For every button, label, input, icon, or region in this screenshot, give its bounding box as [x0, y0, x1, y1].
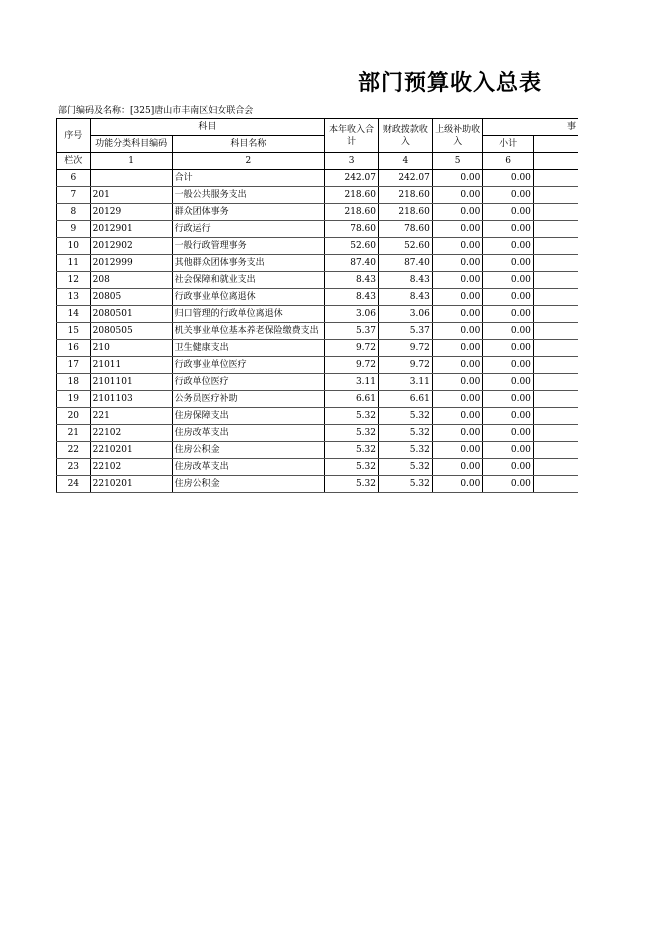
row-blank [533, 357, 578, 374]
row-superior: 0.00 [432, 204, 483, 221]
index-5: 5 [432, 153, 483, 170]
row-fiscal: 9.72 [378, 357, 432, 374]
row-blank [533, 340, 578, 357]
row-name: 机关事业单位基本养老保险缴费支出 [172, 323, 325, 340]
row-name: 合计 [172, 170, 325, 187]
row-subtotal: 0.00 [483, 340, 534, 357]
department-line: 部门编码及名称：[325]唐山市丰南区妇女联合会 [58, 106, 254, 116]
row-subtotal: 0.00 [483, 170, 534, 187]
row-blank [533, 289, 578, 306]
row-seq: 7 [57, 187, 91, 204]
row-superior: 0.00 [432, 170, 483, 187]
row-subtotal: 0.00 [483, 357, 534, 374]
table-row [57, 340, 579, 357]
row-name: 住房公积金 [172, 476, 325, 493]
income-table-viewport [56, 118, 578, 493]
row-fiscal: 5.32 [378, 425, 432, 442]
table-row [57, 374, 579, 391]
header-fiscal: 财政拨款收入 [378, 119, 432, 153]
table-row [57, 323, 579, 340]
table-row [57, 255, 579, 272]
row-total: 5.32 [325, 425, 379, 442]
row-code: 22102 [90, 425, 172, 442]
row-seq: 12 [57, 272, 91, 289]
row-total: 3.06 [325, 306, 379, 323]
row-fiscal: 78.60 [378, 221, 432, 238]
row-code: 20129 [90, 204, 172, 221]
row-code: 2012902 [90, 238, 172, 255]
row-code: 210 [90, 340, 172, 357]
row-total: 218.60 [325, 187, 379, 204]
index-blank [533, 153, 578, 170]
index-1: 1 [90, 153, 172, 170]
row-seq: 24 [57, 476, 91, 493]
row-name: 一般行政管理事务 [172, 238, 325, 255]
row-code: 21011 [90, 357, 172, 374]
row-total: 87.40 [325, 255, 379, 272]
index-6: 6 [483, 153, 534, 170]
row-total: 8.43 [325, 272, 379, 289]
row-total: 52.60 [325, 238, 379, 255]
row-code: 22102 [90, 459, 172, 476]
row-seq: 21 [57, 425, 91, 442]
row-subtotal: 0.00 [483, 204, 534, 221]
row-blank [533, 238, 578, 255]
row-name: 住房保障支出 [172, 408, 325, 425]
row-subtotal: 0.00 [483, 306, 534, 323]
row-superior: 0.00 [432, 221, 483, 238]
row-superior: 0.00 [432, 476, 483, 493]
row-name: 住房改革支出 [172, 425, 325, 442]
header-superior: 上级补助收入 [432, 119, 483, 153]
header-name: 科目名称 [172, 136, 325, 153]
row-subtotal: 0.00 [483, 374, 534, 391]
row-code: 2101101 [90, 374, 172, 391]
row-subtotal: 0.00 [483, 238, 534, 255]
row-blank [533, 408, 578, 425]
row-seq: 23 [57, 459, 91, 476]
row-seq: 17 [57, 357, 91, 374]
row-blank [533, 391, 578, 408]
index-label: 栏次 [57, 153, 91, 170]
row-code: 20805 [90, 289, 172, 306]
header-total: 本年收入合计 [325, 119, 379, 153]
row-blank [533, 425, 578, 442]
row-subtotal: 0.00 [483, 323, 534, 340]
row-seq: 11 [57, 255, 91, 272]
table-row [57, 238, 579, 255]
row-seq: 9 [57, 221, 91, 238]
index-2: 2 [172, 153, 325, 170]
row-blank [533, 374, 578, 391]
row-code [90, 170, 172, 187]
row-subtotal: 0.00 [483, 221, 534, 238]
row-subtotal: 0.00 [483, 255, 534, 272]
row-superior: 0.00 [432, 374, 483, 391]
table-row [57, 425, 579, 442]
row-name: 公务员医疗补助 [172, 391, 325, 408]
row-code: 221 [90, 408, 172, 425]
row-superior: 0.00 [432, 425, 483, 442]
row-superior: 0.00 [432, 187, 483, 204]
row-subtotal: 0.00 [483, 425, 534, 442]
row-fiscal: 3.06 [378, 306, 432, 323]
header-cut-group: 事 [483, 119, 578, 136]
table-row [57, 442, 579, 459]
row-seq: 19 [57, 391, 91, 408]
row-seq: 14 [57, 306, 91, 323]
table-row [57, 357, 579, 374]
row-fiscal: 5.32 [378, 408, 432, 425]
row-total: 3.11 [325, 374, 379, 391]
row-superior: 0.00 [432, 272, 483, 289]
row-fiscal: 87.40 [378, 255, 432, 272]
header-subtotal: 小计 [483, 136, 534, 153]
row-fiscal: 5.32 [378, 459, 432, 476]
row-seq: 10 [57, 238, 91, 255]
row-blank [533, 442, 578, 459]
row-superior: 0.00 [432, 357, 483, 374]
row-superior: 0.00 [432, 408, 483, 425]
row-blank [533, 476, 578, 493]
row-name: 行政事业单位医疗 [172, 357, 325, 374]
row-seq: 18 [57, 374, 91, 391]
row-superior: 0.00 [432, 391, 483, 408]
row-subtotal: 0.00 [483, 391, 534, 408]
row-fiscal: 8.43 [378, 272, 432, 289]
row-blank [533, 170, 578, 187]
table-row [57, 221, 579, 238]
row-blank [533, 459, 578, 476]
header-seq: 序号 [57, 119, 91, 153]
row-seq: 8 [57, 204, 91, 221]
row-name: 一般公共服务支出 [172, 187, 325, 204]
row-total: 5.32 [325, 459, 379, 476]
row-total: 5.32 [325, 476, 379, 493]
table-row [57, 391, 579, 408]
table-row [57, 476, 579, 493]
row-seq: 13 [57, 289, 91, 306]
row-name: 住房改革支出 [172, 459, 325, 476]
row-total: 9.72 [325, 357, 379, 374]
row-subtotal: 0.00 [483, 289, 534, 306]
row-name: 社会保障和就业支出 [172, 272, 325, 289]
row-fiscal: 3.11 [378, 374, 432, 391]
row-code: 2080505 [90, 323, 172, 340]
row-subtotal: 0.00 [483, 187, 534, 204]
row-name: 群众团体事务 [172, 204, 325, 221]
row-name: 归口管理的行政单位离退休 [172, 306, 325, 323]
row-code: 2101103 [90, 391, 172, 408]
row-total: 78.60 [325, 221, 379, 238]
table-row [57, 170, 579, 187]
row-superior: 0.00 [432, 323, 483, 340]
row-fiscal: 242.07 [378, 170, 432, 187]
row-total: 8.43 [325, 289, 379, 306]
row-total: 242.07 [325, 170, 379, 187]
row-fiscal: 218.60 [378, 204, 432, 221]
row-seq: 20 [57, 408, 91, 425]
row-total: 5.37 [325, 323, 379, 340]
row-fiscal: 6.61 [378, 391, 432, 408]
row-superior: 0.00 [432, 289, 483, 306]
row-name: 其他群众团体事务支出 [172, 255, 325, 272]
row-seq: 15 [57, 323, 91, 340]
row-code: 2210201 [90, 476, 172, 493]
header-blank [533, 136, 578, 153]
income-table [56, 118, 578, 493]
row-blank [533, 272, 578, 289]
table-row [57, 187, 579, 204]
row-seq: 6 [57, 170, 91, 187]
row-subtotal: 0.00 [483, 272, 534, 289]
row-code: 2012901 [90, 221, 172, 238]
table-row [57, 204, 579, 221]
row-fiscal: 5.32 [378, 476, 432, 493]
row-name: 行政事业单位离退休 [172, 289, 325, 306]
row-superior: 0.00 [432, 306, 483, 323]
table-header [57, 119, 579, 170]
row-name: 卫生健康支出 [172, 340, 325, 357]
row-total: 5.32 [325, 442, 379, 459]
row-total: 218.60 [325, 204, 379, 221]
row-superior: 0.00 [432, 442, 483, 459]
row-blank [533, 204, 578, 221]
row-code: 2210201 [90, 442, 172, 459]
row-total: 6.61 [325, 391, 379, 408]
row-superior: 0.00 [432, 238, 483, 255]
row-subtotal: 0.00 [483, 459, 534, 476]
row-subtotal: 0.00 [483, 476, 534, 493]
row-fiscal: 9.72 [378, 340, 432, 357]
row-subtotal: 0.00 [483, 442, 534, 459]
row-code: 208 [90, 272, 172, 289]
row-fiscal: 5.32 [378, 442, 432, 459]
table-row [57, 289, 579, 306]
row-subtotal: 0.00 [483, 408, 534, 425]
row-code: 2080501 [90, 306, 172, 323]
row-fiscal: 52.60 [378, 238, 432, 255]
row-name: 行政单位医疗 [172, 374, 325, 391]
row-seq: 22 [57, 442, 91, 459]
row-blank [533, 187, 578, 204]
table-row [57, 408, 579, 425]
table-row [57, 459, 579, 476]
header-code: 功能分类科目编码 [90, 136, 172, 153]
row-blank [533, 255, 578, 272]
table-row [57, 306, 579, 323]
row-fiscal: 8.43 [378, 289, 432, 306]
report-title: 部门预算收入总表 [358, 71, 543, 96]
row-blank [533, 306, 578, 323]
index-3: 3 [325, 153, 379, 170]
row-code: 2012999 [90, 255, 172, 272]
row-seq: 16 [57, 340, 91, 357]
table-body [57, 170, 579, 493]
row-total: 9.72 [325, 340, 379, 357]
row-code: 201 [90, 187, 172, 204]
row-fiscal: 5.37 [378, 323, 432, 340]
row-blank [533, 323, 578, 340]
row-name: 行政运行 [172, 221, 325, 238]
row-blank [533, 221, 578, 238]
header-subject: 科目 [90, 119, 325, 136]
row-name: 住房公积金 [172, 442, 325, 459]
row-fiscal: 218.60 [378, 187, 432, 204]
row-total: 5.32 [325, 408, 379, 425]
table-row [57, 272, 579, 289]
row-superior: 0.00 [432, 340, 483, 357]
row-superior: 0.00 [432, 255, 483, 272]
row-superior: 0.00 [432, 459, 483, 476]
index-4: 4 [378, 153, 432, 170]
